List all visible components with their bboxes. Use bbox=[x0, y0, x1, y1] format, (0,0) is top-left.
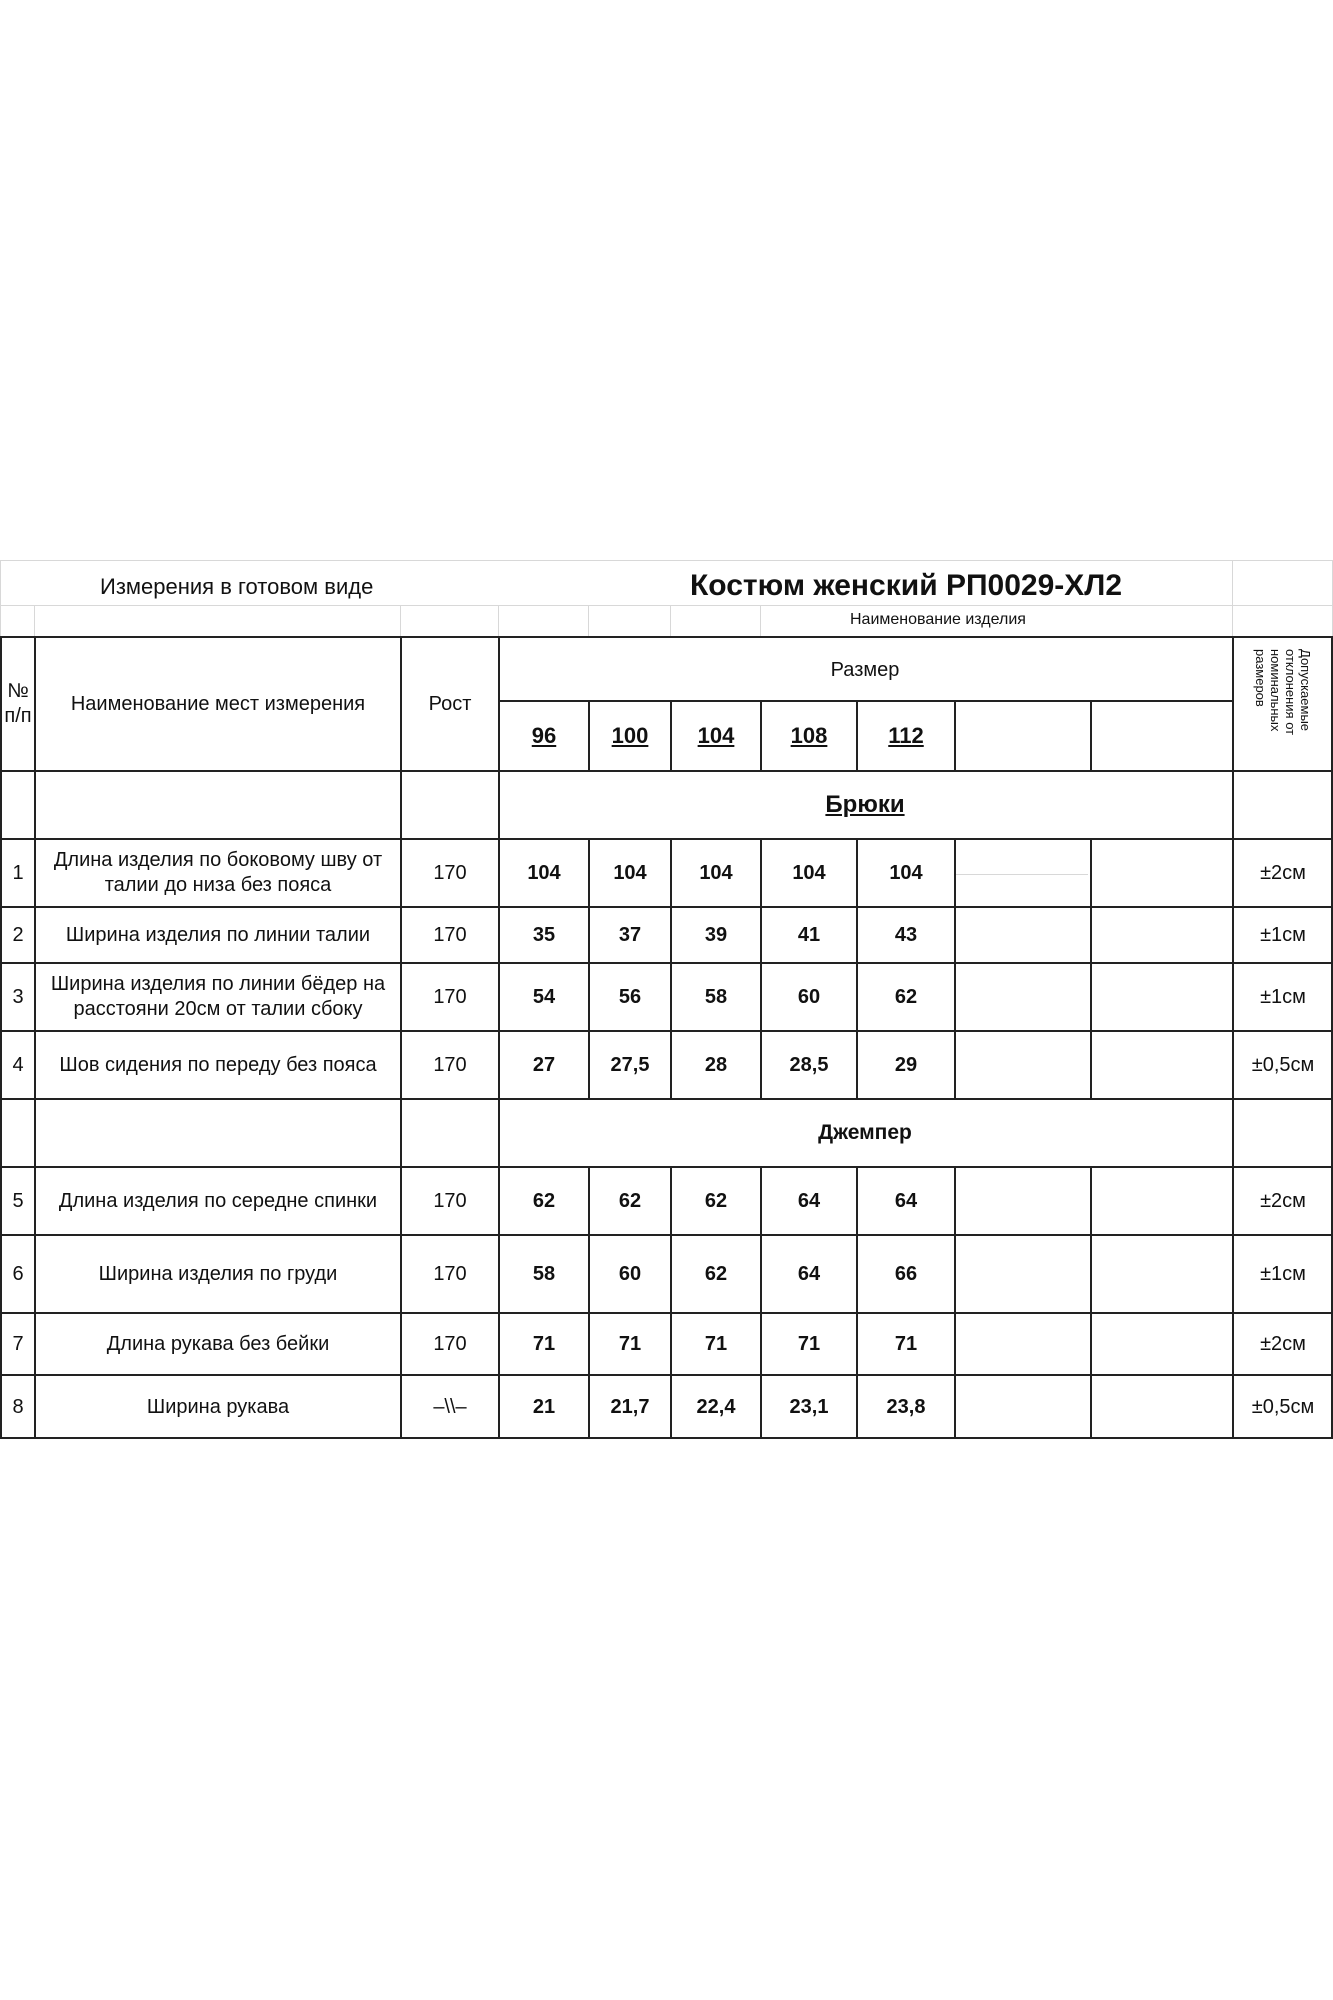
row-tolerance: ±2см bbox=[1260, 1189, 1306, 1212]
faint-gridline bbox=[670, 606, 671, 636]
table-border bbox=[400, 636, 402, 1439]
row-name: Длина изделия по боковому шву от талии до низа без пояса bbox=[53, 849, 383, 896]
row-value-108: 71 bbox=[797, 1332, 821, 1355]
row-value-96: 35 bbox=[532, 923, 556, 946]
table-border bbox=[670, 1166, 672, 1439]
tolerance-line-3: номинальных bbox=[1268, 649, 1283, 732]
row-height: 170 bbox=[433, 1053, 467, 1076]
row-number: 6 bbox=[12, 1262, 24, 1285]
row-name: Ширина изделия по линии бёдер на расстояни 20см от талии сбоку bbox=[50, 973, 386, 1020]
row-value-104: 58 bbox=[704, 985, 728, 1008]
tolerance-line-2: отклонения от bbox=[1283, 649, 1298, 736]
table-border bbox=[0, 1030, 1333, 1032]
section-title-jumper: Джемпер bbox=[818, 1120, 912, 1144]
table-border bbox=[670, 700, 672, 772]
row-value-96: 27 bbox=[532, 1053, 556, 1076]
row-value-112: 64 bbox=[894, 1189, 918, 1212]
table-border bbox=[498, 700, 1232, 702]
row-value-108: 60 bbox=[797, 985, 821, 1008]
size-104-header: 104 bbox=[697, 723, 735, 749]
table-border bbox=[1090, 838, 1092, 1100]
row-number: 2 bbox=[12, 923, 24, 946]
table-border bbox=[0, 1374, 1333, 1376]
row-value-100: 37 bbox=[618, 923, 642, 946]
table-border bbox=[0, 1166, 1333, 1168]
row-value-96: 71 bbox=[532, 1332, 556, 1355]
size-100-header: 100 bbox=[611, 723, 649, 749]
column-header-number: № п/п bbox=[4, 680, 32, 727]
row-value-96: 58 bbox=[532, 1262, 556, 1285]
row-value-112: 29 bbox=[894, 1053, 918, 1076]
row-tolerance: ±1см bbox=[1260, 985, 1306, 1008]
faint-gridline bbox=[498, 606, 499, 636]
faint-gridline bbox=[0, 560, 1333, 561]
row-number: 1 bbox=[12, 861, 24, 884]
row-value-96: 62 bbox=[532, 1189, 556, 1212]
table-border bbox=[588, 700, 590, 772]
row-number: 7 bbox=[12, 1332, 24, 1355]
row-name: Ширина изделия по линии талии bbox=[65, 923, 371, 946]
table-border bbox=[0, 1098, 1333, 1100]
table-border bbox=[760, 838, 762, 1100]
row-number: 4 bbox=[12, 1053, 24, 1076]
product-subtitle: Наименование изделия bbox=[850, 611, 1026, 628]
row-name: Ширина изделия по груди bbox=[98, 1262, 338, 1285]
row-value-100: 21,7 bbox=[610, 1395, 650, 1418]
product-title: Костюм женский РП0029-ХЛ2 bbox=[690, 569, 1123, 603]
row-value-108: 104 bbox=[792, 861, 826, 884]
row-value-96: 21 bbox=[532, 1395, 556, 1418]
row-name: Длина рукава без бейки bbox=[106, 1332, 330, 1355]
row-value-112: 43 bbox=[894, 923, 918, 946]
faint-gridline bbox=[1232, 560, 1233, 636]
row-value-112: 23,8 bbox=[886, 1395, 926, 1418]
row-value-100: 104 bbox=[613, 861, 647, 884]
row-name: Шов сидения по переду без пояса bbox=[59, 1053, 377, 1076]
row-height: –\\– bbox=[433, 1395, 467, 1418]
table-border bbox=[588, 838, 590, 1100]
row-value-104: 62 bbox=[704, 1262, 728, 1285]
row-value-108: 41 bbox=[797, 923, 821, 946]
size-108-header: 108 bbox=[790, 723, 828, 749]
row-tolerance: ±2см bbox=[1260, 1332, 1306, 1355]
row-name: Длина изделия по середне спинки bbox=[58, 1189, 378, 1212]
size-96-header: 96 bbox=[531, 723, 557, 749]
column-header-size: Размер bbox=[830, 658, 900, 681]
row-number: 5 bbox=[12, 1189, 24, 1212]
row-value-112: 104 bbox=[889, 861, 923, 884]
table-border bbox=[954, 838, 956, 1100]
faint-gridline bbox=[0, 560, 1, 636]
column-header-height: Рост bbox=[428, 692, 472, 715]
tolerance-line-4: размеров bbox=[1253, 649, 1268, 707]
table-border bbox=[34, 636, 36, 1439]
table-border bbox=[0, 1234, 1333, 1236]
table-border bbox=[0, 636, 1333, 638]
table-border bbox=[760, 1166, 762, 1439]
row-value-112: 71 bbox=[894, 1332, 918, 1355]
row-tolerance: ±0,5см bbox=[1251, 1053, 1315, 1076]
row-value-100: 27,5 bbox=[610, 1053, 650, 1076]
table-border bbox=[670, 838, 672, 1100]
row-height: 170 bbox=[433, 1189, 467, 1212]
table-border bbox=[856, 700, 858, 772]
table-border bbox=[0, 770, 1333, 772]
row-height: 170 bbox=[433, 1262, 467, 1285]
row-value-100: 56 bbox=[618, 985, 642, 1008]
table-border bbox=[1232, 636, 1234, 1439]
row-value-108: 23,1 bbox=[789, 1395, 829, 1418]
row-tolerance: ±1см bbox=[1260, 923, 1306, 946]
table-border bbox=[856, 1166, 858, 1439]
size-112-header: 112 bbox=[888, 723, 924, 749]
table-border bbox=[1090, 700, 1092, 772]
size-chart-sheet bbox=[0, 560, 1333, 1440]
table-border bbox=[498, 636, 500, 1439]
row-value-100: 60 bbox=[618, 1262, 642, 1285]
column-header-name: Наименование мест измерения bbox=[70, 692, 366, 715]
row-height: 170 bbox=[433, 985, 467, 1008]
table-border bbox=[0, 1437, 1333, 1439]
row-value-96: 54 bbox=[532, 985, 556, 1008]
row-value-104: 28 bbox=[704, 1053, 728, 1076]
faint-gridline bbox=[760, 606, 761, 636]
measurements-title: Измерения в готовом виде bbox=[100, 574, 374, 600]
faint-gridline bbox=[400, 606, 401, 636]
row-value-104: 62 bbox=[704, 1189, 728, 1212]
table-border bbox=[588, 1166, 590, 1439]
row-value-112: 66 bbox=[894, 1262, 918, 1285]
faint-gridline bbox=[956, 874, 1088, 875]
row-height: 170 bbox=[433, 923, 467, 946]
faint-gridline bbox=[34, 606, 35, 636]
row-value-104: 22,4 bbox=[696, 1395, 736, 1418]
table-border bbox=[1090, 1166, 1092, 1439]
table-border bbox=[856, 838, 858, 1100]
row-value-112: 62 bbox=[894, 985, 918, 1008]
row-value-108: 64 bbox=[797, 1262, 821, 1285]
table-border bbox=[954, 1166, 956, 1439]
row-value-104: 39 bbox=[704, 923, 728, 946]
row-tolerance: ±2см bbox=[1260, 861, 1306, 884]
row-value-100: 71 bbox=[618, 1332, 642, 1355]
table-border bbox=[0, 1312, 1333, 1314]
table-border bbox=[0, 838, 1333, 840]
row-tolerance: ±0,5см bbox=[1251, 1395, 1315, 1418]
row-value-96: 104 bbox=[527, 861, 561, 884]
faint-gridline bbox=[0, 605, 1333, 606]
row-name: Ширина рукава bbox=[146, 1395, 290, 1418]
table-border bbox=[0, 962, 1333, 964]
tolerance-line-1: Допускаемые bbox=[1298, 649, 1313, 732]
table-border bbox=[0, 636, 2, 1439]
table-border bbox=[0, 906, 1333, 908]
row-number: 8 bbox=[12, 1395, 24, 1418]
row-value-100: 62 bbox=[618, 1189, 642, 1212]
row-value-108: 64 bbox=[797, 1189, 821, 1212]
row-height: 170 bbox=[433, 861, 467, 884]
row-height: 170 bbox=[433, 1332, 467, 1355]
table-border bbox=[760, 700, 762, 772]
row-tolerance: ±1см bbox=[1260, 1262, 1306, 1285]
row-value-104: 104 bbox=[699, 861, 733, 884]
faint-gridline bbox=[588, 606, 589, 636]
row-number: 3 bbox=[12, 985, 24, 1008]
column-header-tolerance bbox=[1234, 638, 1332, 770]
row-value-108: 28,5 bbox=[789, 1053, 829, 1076]
row-value-104: 71 bbox=[704, 1332, 728, 1355]
table-border bbox=[954, 700, 956, 772]
section-title-pants: Брюки bbox=[825, 791, 905, 818]
